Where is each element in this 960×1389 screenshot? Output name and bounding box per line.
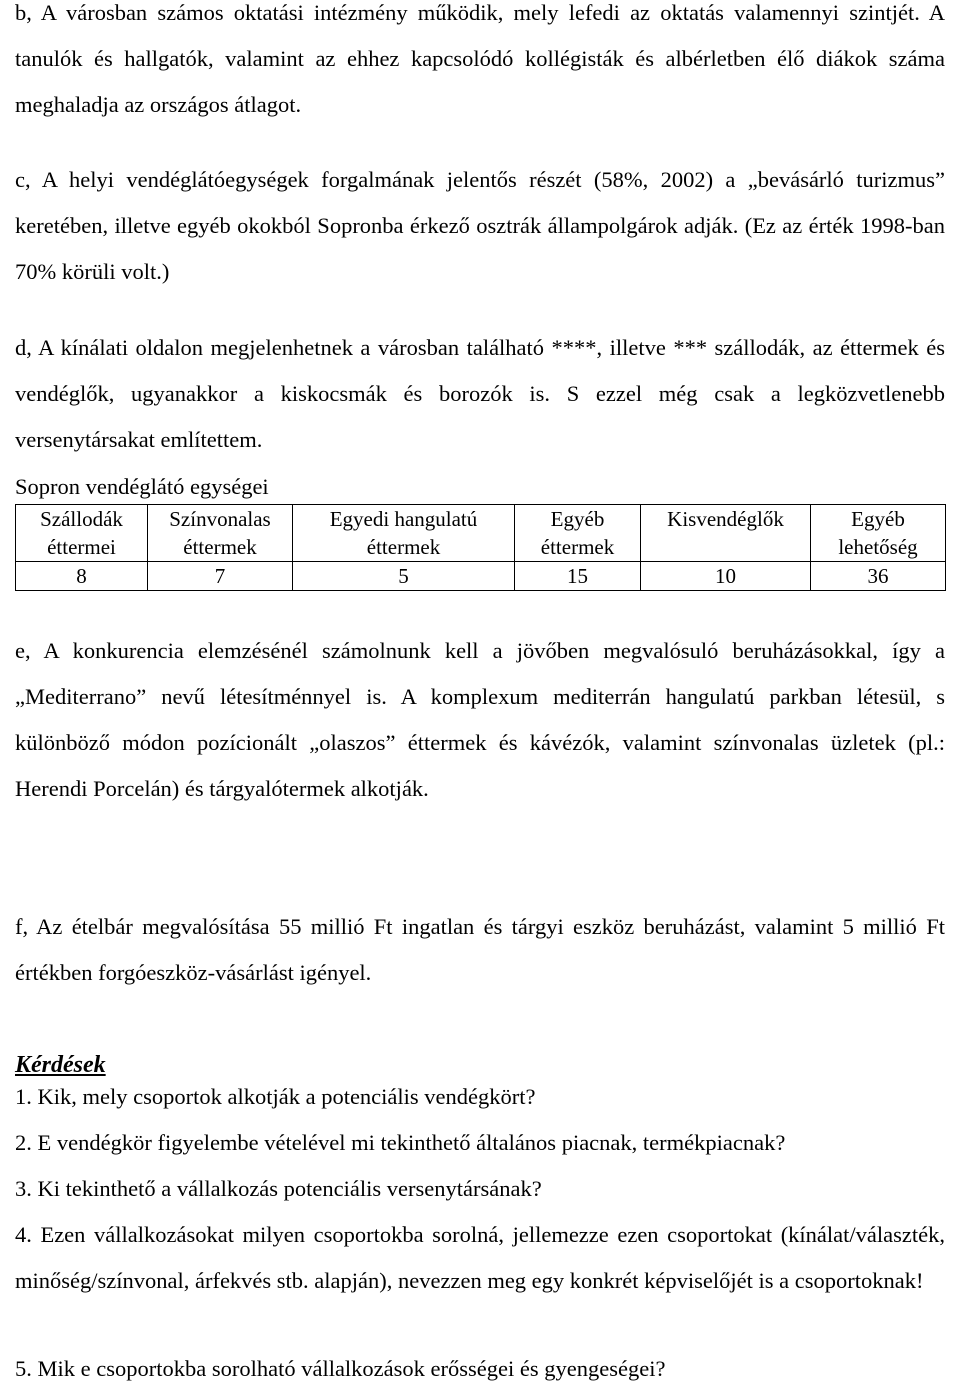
- table-header-cell: Színvonalas éttermek: [148, 505, 293, 562]
- question-item: 5. Mik e csoportokba sorolható vállalkozások erősségei és gyengeségei?: [15, 1356, 666, 1381]
- paragraph-c: c, A helyi vendéglátóegységek forgalmának jelentős részét (58%, 2002) a „bevásárló turizmus” keretében, illetve egyéb okokból Sopronba érkező osztrák állampolgárok adják. (Ez az érték 1998-ban 70% körüli volt.): [15, 167, 945, 284]
- table-cell: 7: [148, 562, 293, 591]
- table-cell: 10: [641, 562, 811, 591]
- table-title: Sopron vendéglátó egységei: [15, 474, 269, 499]
- table-cell: 8: [16, 562, 148, 591]
- table-cell: 36: [811, 562, 946, 591]
- paragraph-f: f, Az ételbár megvalósítása 55 millió Ft ingatlan és tárgyi eszköz beruházást, valamint 5 millió Ft értékben forgóeszköz-vásárlást igényel.: [15, 914, 945, 985]
- question-item: 1. Kik, mely csoportok alkotják a potenciális vendégkört?: [15, 1084, 536, 1109]
- question-item: 4. Ezen vállalkozásokat milyen csoportokba sorolná, jellemezze ezen csoportokat (kínálat/választék, minőség/színvonal, árfekvés stb. alapján), nevezzen meg egy konkrét képviselőjét is a csoportoknak!: [15, 1222, 945, 1293]
- table-header-cell: Szállodák éttermei: [16, 505, 148, 562]
- question-item: 3. Ki tekinthető a vállalkozás potenciális versenytársának?: [15, 1176, 542, 1201]
- paragraph-b: b, A városban számos oktatási intézmény működik, mely lefedi az oktatás valamennyi szintjét. A tanulók és hallgatók, valamint az ehhez kapcsolódó kollégisták és albérletben élő diákok száma meghaladja az országos átlagot.: [15, 0, 945, 117]
- table-header-cell: Kisvendéglők: [641, 505, 811, 562]
- table-cell: 5: [293, 562, 515, 591]
- table-header-cell: Egyéb lehetőség: [811, 505, 946, 562]
- question-item: 2. E vendégkör figyelembe vételével mi tekinthető általános piacnak, termékpiacnak?: [15, 1130, 786, 1155]
- units-table: [15, 504, 946, 591]
- table-header-row: [16, 505, 946, 562]
- paragraph-d: d, A kínálati oldalon megjelenhetnek a városban található ****, illetve *** szállodák, az éttermek és vendéglők, ugyanakkor a kiskocsmák és borozók is. S ezzel még csak a legközvetlenebb versenytársakat említettem.: [15, 335, 945, 452]
- questions-heading: Kérdések: [15, 1052, 106, 1078]
- table-cell: 15: [515, 562, 641, 591]
- table-header-cell: Egyedi hangulatú éttermek: [293, 505, 515, 562]
- paragraph-e: e, A konkurencia elemzésénél számolnunk kell a jövőben megvalósuló beruházásokkal, így a „Mediterrano” nevű létesítménnyel is. A komplexum mediterrán hangulatú parkban létesül, s különböző módon pozícionált „olaszos” éttermek és kávézók, valamint színvonalas üzletek (pl.: Herendi Porcelán) és tárgyalótermek alkotják.: [15, 638, 945, 801]
- table-header-cell: Egyéb éttermek: [515, 505, 641, 562]
- table-row: [16, 562, 946, 591]
